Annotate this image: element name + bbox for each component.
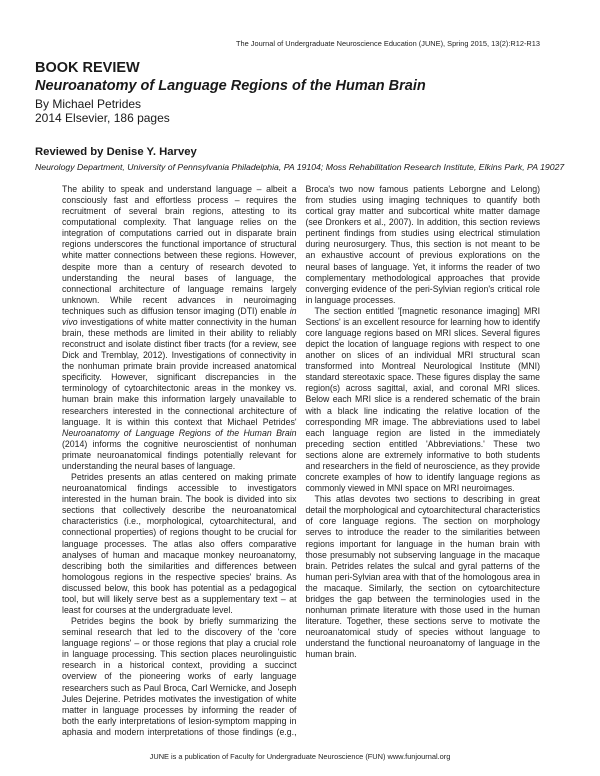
body-paragraph bbox=[62, 184, 297, 472]
section-kicker: BOOK REVIEW bbox=[35, 60, 140, 76]
body-paragraph bbox=[306, 494, 541, 660]
paragraph-text: The ability to speak and understand language – albeit a consciously fast and effortless process – requires the recruitment of several brain regions, attesting to its computational complexity. That language relies on the integration of computations carried out in disparate brain regions underscores the functional importance of structural white matter connections between these regions. However, despite more than a century of research devoted to understanding the neural bases of language, the connectional architecture of language remains largely unknown. While recent advances in neuroimaging techniques such as diffusion tensor imaging (DTI) enable bbox=[62, 184, 297, 316]
paragraph-text: Petrides begins the book by briefly summarizing the seminal research that led to the discovery of the 'core language regions' – or those regions that play a crucial role in language processing. This section places neurolinguistic research in a historical context, providing a succinct overview of the pioneering works of early language researchers such as Paul Broca, Carl Wernicke, and Joseph Jules Dejerine. Petrides motivates the investigation of white matter in language processes by informing the reader of both the early interpretations of lesion-symptom mapping in aphasia and modern interpretations of those findings (e.g., Broca's two now famous patients Leborgne and Lelong) from studies using imaging techniques to quantify both cortical gray matter and subcortical white matter damage (see Dronkers et al., 2007). In addition, this section reviews pertinent findings from studies using electrical stimulation during neurosurgery. Thus, this section is not meant to be an exhaustive account of previous explorations on the neural bases of language. Yet, it informs the reader of two complementary methodological approaches that provide converging evidence of the peri-Sylvian region's critical role in language processes. bbox=[62, 184, 540, 737]
italic-text: Neuroanatomy of Language Regions of the Human Brain bbox=[62, 427, 297, 438]
paragraph-text: The section entitled '[magnetic resonance imaging] MRI Sections' is an excellent resource for learning how to identify core language regions based on MRI slices. Several figures depict the location of language regions with respect to one another on slices of an individual MRI structural scan transformed into Montreal Neurological Institute (MNI) standard stereotaxic space. These figures display the same region(s) across sagittal, axial, and coronal MRI slices. Below each MRI slice is a rendered schematic of the brain with a black line indicating the relative location of the corresponding MR image. The abbreviations used to label each language region are listed in the immediately preceding section entitled 'Abbreviations.' These two sections alone are extremely informative to both students and researchers in the field of neuroscience, as they provide concrete examples of how to identify language regions as commonly viewed in MNI space on MRI neuroimages. bbox=[305, 305, 540, 494]
body-paragraph bbox=[306, 306, 541, 494]
paragraph-text: This atlas devotes two sections to describing in great detail the morphological and cytoarchitectural characteristics of core language regions. The section on morphology serves to introduce the reader to the similarities between regions important for language in the human brain with those presumably not subserving language in the macaque brain. Petrides relates the sulcal and gyral patterns of the human peri-Sylvian area with that of the homologous area in the macaque. Similarly, the section on cytoarchitecture bridges the gap between the terminologies used in the nonhuman primate literature with those used in the human literature. Together, these sections serve to motivate the neuroanatomical study of species without language to understand the functional neuroanatomy of language in the human brain. bbox=[305, 494, 540, 660]
reviewer-affiliation: Neurology Department, University of Pennsylvania Philadelphia, PA 19104; Moss Rehabilitation Research Institute, Elkins Park, PA 19027 bbox=[35, 162, 565, 172]
book-title: Neuroanatomy of Language Regions of the Human Brain bbox=[35, 78, 426, 94]
body-paragraph bbox=[62, 472, 297, 616]
italic-text: in vivo bbox=[62, 305, 297, 327]
paragraph-text: investigations of white matter connectivity in the human brain, these methods are limited in their ability to reliably reconstruct and isolate distinct fiber tracts (for a review, see Dick and Tremblay, 2012). Investigations of connectivity in the nonhuman primate brain provide increased anatomical specificity. However, significant discrepancies in the terminology of cytoarchitectonic areas in the monkey vs. human brain make this information largely unavailable to researchers interested in the connectional architecture of language. It is within this context that Michael Petrides' bbox=[62, 316, 297, 427]
book-author: By Michael Petrides bbox=[35, 97, 142, 111]
reviewer-name: Reviewed by Denise Y. Harvey bbox=[35, 146, 197, 158]
running-head: The Journal of Undergraduate Neuroscience Education (JUNE), Spring 2015, 13(2):R12-R13 bbox=[235, 39, 540, 48]
paragraph-text: (2014) informs the cognitive neuroscientist of nonhuman primate neuroanatomical findings potentially relevant for understanding the neural bases of language. bbox=[62, 438, 297, 471]
byline bbox=[35, 97, 170, 125]
page-footer: JUNE is a publication of Faculty for Undergraduate Neuroscience (FUN) www.funjournal.org bbox=[149, 752, 451, 761]
paragraph-text: Petrides presents an atlas centered on making primate neuroanatomical findings accessible to investigators interested in the human brain. The book is divided into six sections that collectively describe the neuroanatomical characteristics (i.e., morphological, cytoarchitectural, and connectional properties) of regions thought to be crucial for language processes. The atlas also offers comparative analyses of human and macaque monkey neuroanatomy, describing both the similarities and differences between homologous regions in the respective species' brains. As discussed below, this book has potential as a pedagogical tool, but will likely serve best as a supplementary text – at least for courses at the undergraduate level. bbox=[62, 472, 297, 615]
article-body bbox=[62, 184, 540, 746]
publication-info: 2014 Elsevier, 186 pages bbox=[35, 111, 170, 125]
